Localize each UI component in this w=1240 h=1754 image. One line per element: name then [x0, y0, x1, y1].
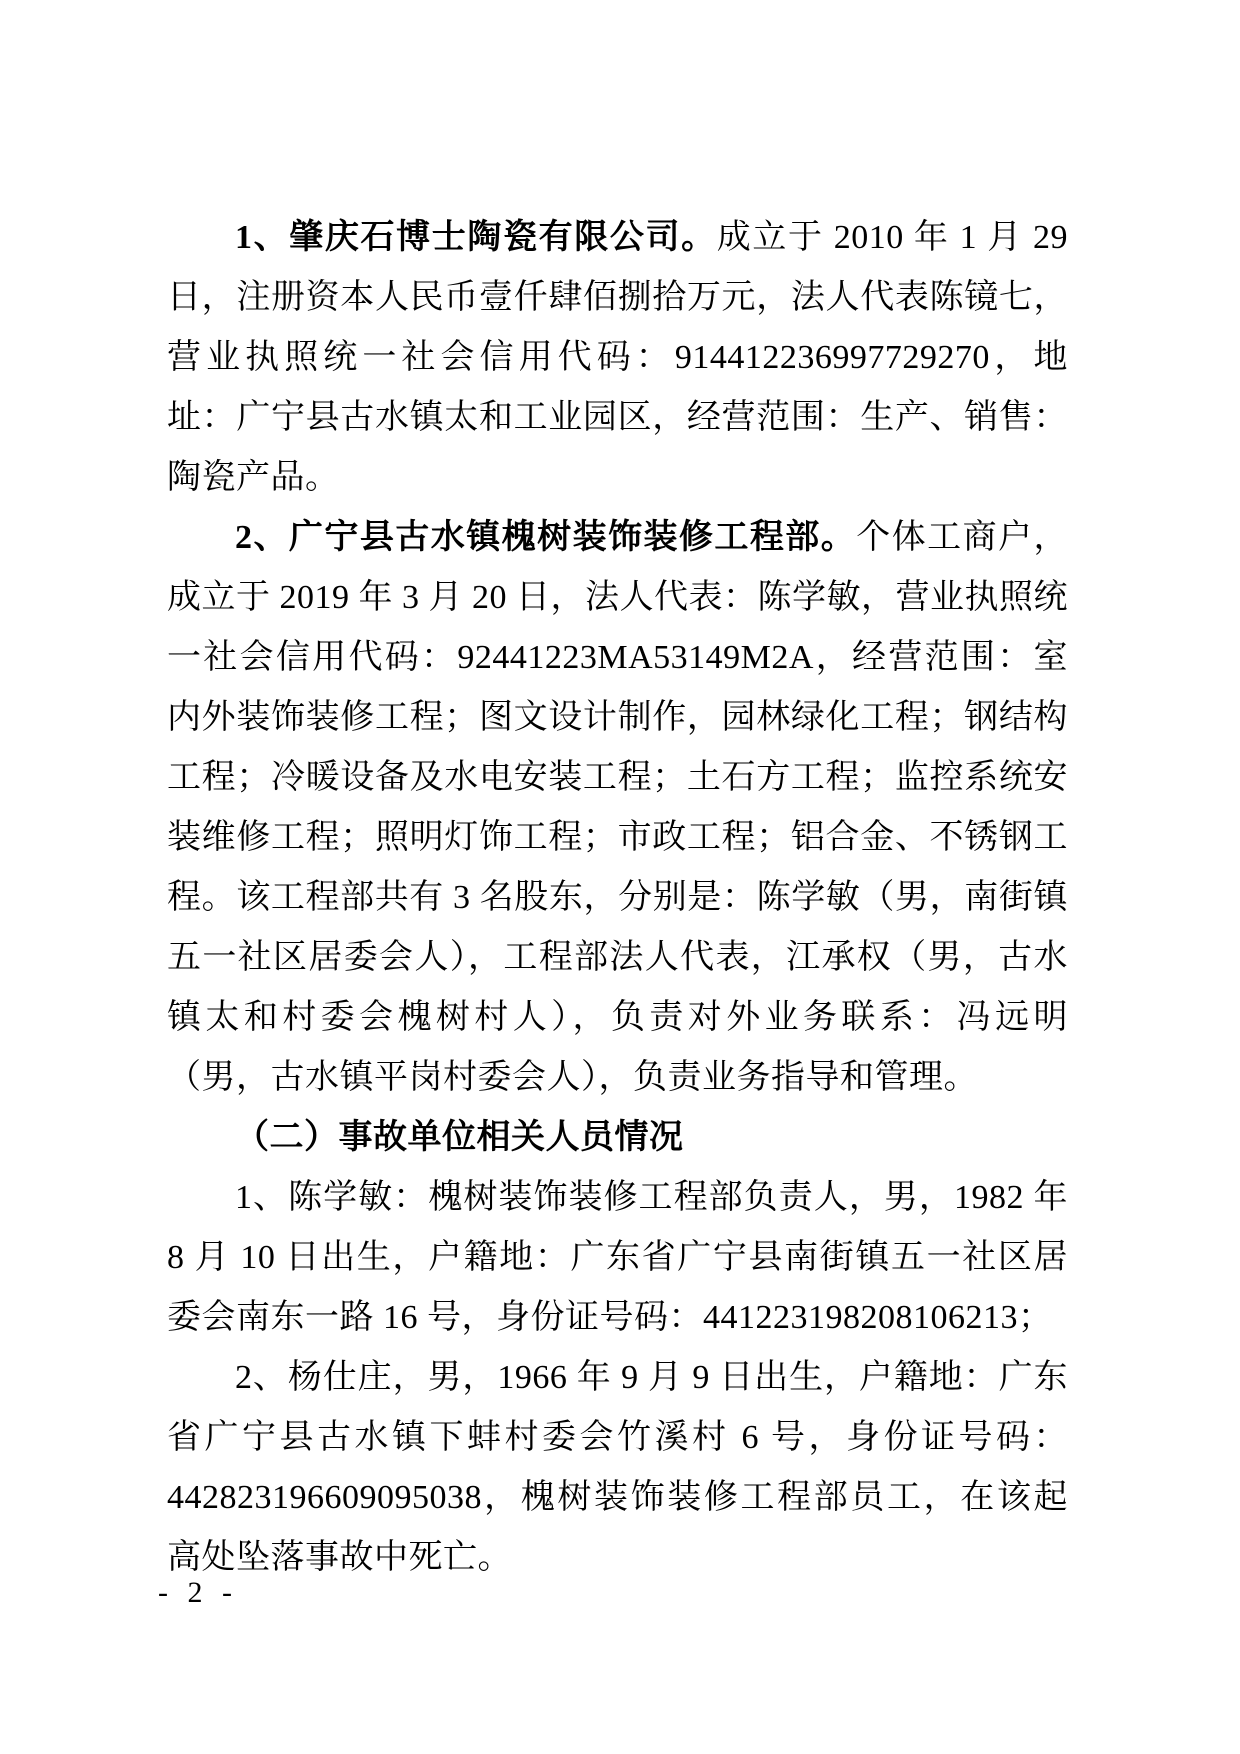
company-2-details: 个体工商户，成立于 2019 年 3 月 20 日，法人代表：陈学敏，营业执照统一社会信用代码：92441223MA53149M2A，经营范围：室内外装饰装修工程；图文设计制作，园林绿化工程；钢结构工程；冷暖设备及水电安装工程；土石方工程；监控系统安装维修工程；照明灯饰工程；市政工程；铝合金、不锈钢工程。该工程部共有 3 名股东，分别是：陈学敏（男，南街镇五一社区居委会人），工程部法人代表，江承权（男，古水镇太和村委会槐树村人），负责对外业务联系：冯远明（男，古水镇平岗村委会人），负责业务指导和管理。	[167, 519, 1069, 1096]
paragraph-person-2: 2、杨仕庄，男，1966 年 9 月 9 日出生，户籍地：广东省广宁县古水镇下蚌村委会竹溪村 6 号，身份证号码：442823196609095038，槐树装饰装修工程部员工，在该起高处坠落事故中死亡。	[167, 1359, 1068, 1576]
paragraph-company-1	[167, 208, 1068, 508]
section-heading-personnel: （二）事故单位相关人员情况	[235, 1119, 684, 1156]
document-body	[167, 208, 1068, 1588]
paragraph-company-2	[167, 508, 1068, 1108]
company-2-name-lead: 2、广宁县古水镇槐树装饰装修工程部。	[235, 519, 857, 556]
company-1-name-lead: 1、肇庆石博士陶瓷有限公司。	[235, 219, 717, 256]
page-number: - 2 -	[158, 1576, 238, 1609]
company-1-details: 成立于 2010 年 1 月 29 日，注册资本人民币壹仟肆佰捌拾万元，法人代表陈镜七，营业执照统一社会信用代码：914412236997729270，地址：广宁县古水镇太和工业园区，经营范围：生产、销售：陶瓷产品。	[167, 219, 1068, 496]
paragraph-person-1: 1、陈学敏：槐树装饰装修工程部负责人，男，1982 年 8 月 10 日出生，户籍地：广东省广宁县南街镇五一社区居委会南东一路 16 号，身份证号码：441223198208106213；	[167, 1179, 1068, 1336]
